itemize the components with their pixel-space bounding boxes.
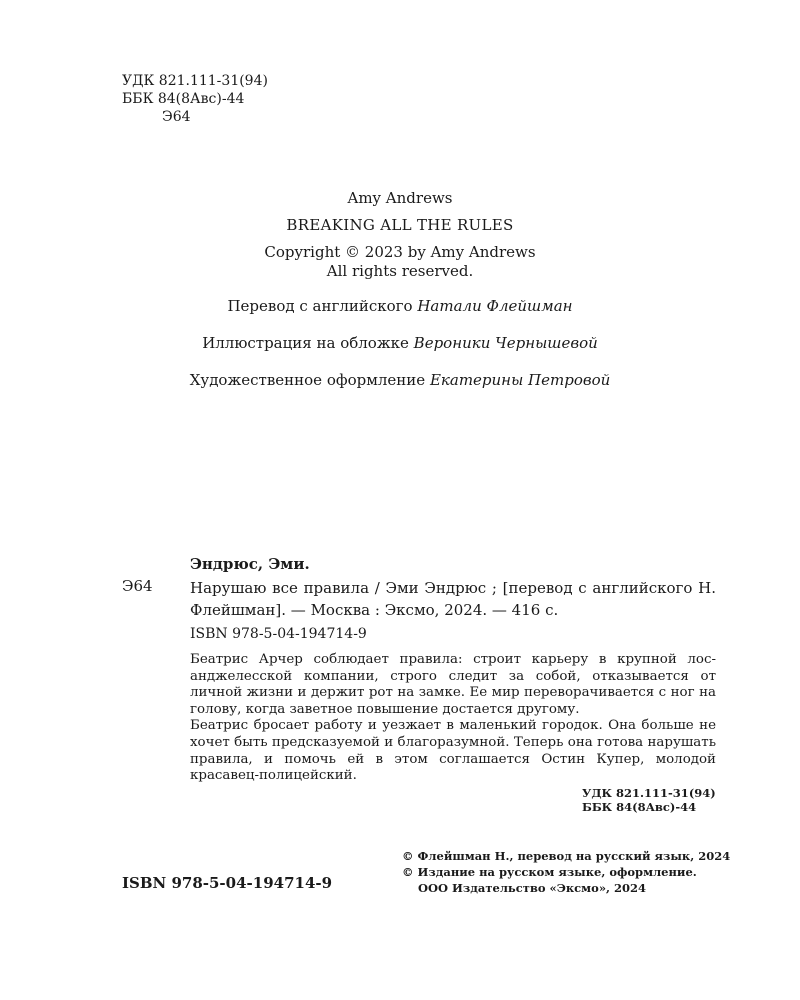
- author-mark: Э64: [162, 109, 191, 125]
- footer-isbn: ISBN 978-5-04-194714-9: [122, 874, 333, 892]
- bbk-code: ББК 84(8Авс)-44: [122, 91, 245, 107]
- rights-line: All rights reserved.: [326, 262, 474, 280]
- catalog-udk: УДК 821.111-31(94): [582, 786, 716, 800]
- designer-name: Екатерины Петровой: [429, 371, 611, 389]
- original-title: BREAKING ALL THE RULES: [286, 216, 514, 234]
- design-credit: [0, 371, 800, 389]
- original-author: Amy Andrews: [347, 189, 453, 207]
- copyright-publisher: ООО Издательство «Эксмо», 2024: [418, 881, 647, 895]
- classification-block: [122, 72, 268, 126]
- catalog-author-mark: Э64: [122, 577, 153, 595]
- catalog-entry: Нарушаю все правила / Эми Эндрюс ; [перевод с английского Н. Флейшман]. — Москва : Эксмо, 2024. — 416 с.: [190, 579, 716, 619]
- annotation: [190, 652, 716, 785]
- annotation-paragraph-2: Беатрис бросает работу и уезжает в маленький городок. Она больше не хочет быть предсказуемой и благоразумной. Теперь она готова нарушать правила, и помочь ей в этом соглашается Остин Купер, молодой красавец-полицейский.: [190, 718, 716, 784]
- illustration-credit: [0, 334, 800, 352]
- design-label: Художественное оформление: [189, 371, 426, 389]
- udk-code: УДК 821.111-31(94): [122, 73, 268, 89]
- translator-name: Натали Флейшман: [417, 297, 573, 315]
- illustration-label: Иллюстрация на обложке: [202, 334, 409, 352]
- copyright-line: Copyright © 2023 by Amy Andrews: [264, 243, 536, 261]
- copyright-block: [402, 848, 730, 896]
- copyright-translation: © Флейшман Н., перевод на русский язык, 2024: [402, 849, 731, 863]
- illustrator-name: Вероники Чернышевой: [413, 334, 598, 352]
- translation-credit: [0, 297, 800, 315]
- catalog-bbk: ББК 84(8Авс)-44: [582, 800, 697, 814]
- translation-label: Перевод с английского: [227, 297, 413, 315]
- annotation-paragraph-1: Беатрис Арчер соблюдает правила: строит карьеру в крупной лос-анджелесской компании, строго следит за собой, отказывается от личной жизни и держит рот на замке. Ее мир переворачивается с ног на голову, когда заветное повышение достается другому.: [190, 652, 716, 717]
- catalog-isbn: ISBN 978-5-04-194714-9: [190, 626, 367, 642]
- copyright-edition: © Издание на русском языке, оформление.: [402, 865, 697, 879]
- catalog-author-heading: Эндрюс, Эми.: [190, 555, 310, 573]
- catalog-classification: [582, 786, 716, 814]
